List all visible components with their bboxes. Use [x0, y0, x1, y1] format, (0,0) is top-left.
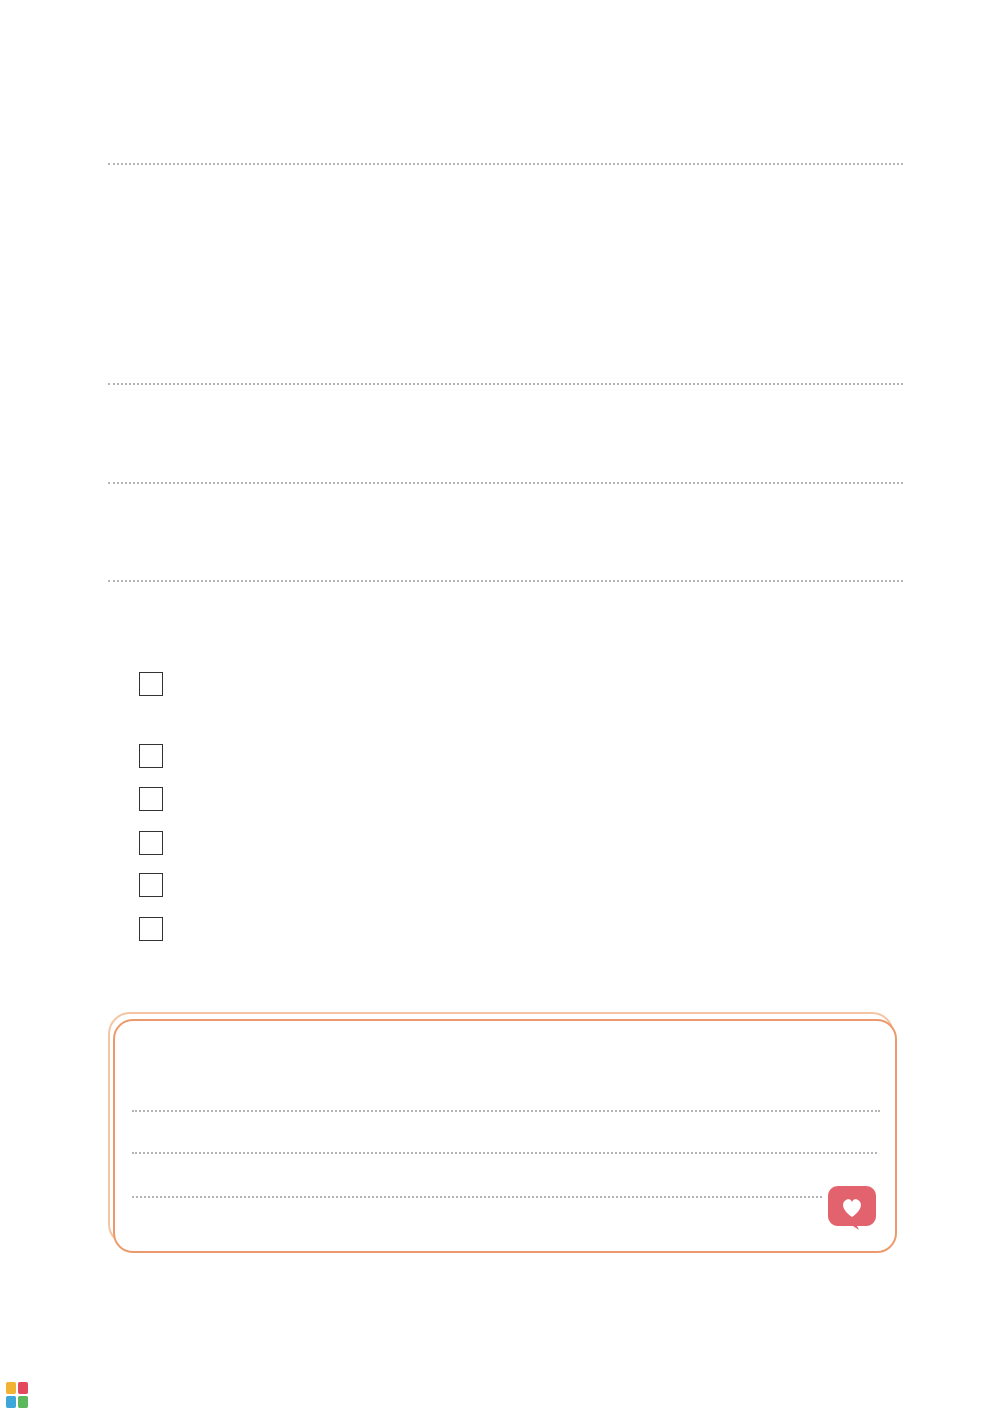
decorative-border-right: [938, 0, 998, 1413]
answer-line-q4[interactable]: [108, 163, 903, 165]
true-false-checkbox-4[interactable]: [139, 831, 163, 855]
decorative-border-bottom: [0, 1353, 1000, 1413]
reflection-line-2[interactable]: [132, 1152, 877, 1154]
decorative-border-left: [0, 0, 60, 1413]
true-false-checkbox-5[interactable]: [139, 873, 163, 897]
decorative-border-top: [0, 0, 1000, 60]
answer-line-q6[interactable]: [108, 383, 903, 385]
heart-button[interactable]: [828, 1186, 876, 1226]
liveworksheets-logo: [6, 1380, 38, 1410]
reflection-box: [113, 1019, 897, 1253]
liveworksheets-logo-icon: [6, 1382, 28, 1408]
reflection-line-1[interactable]: [132, 1110, 880, 1112]
reflection-line-3[interactable]: [132, 1196, 822, 1198]
true-false-checkbox-6[interactable]: [139, 917, 163, 941]
true-false-checkbox-3[interactable]: [139, 787, 163, 811]
answer-line-q7[interactable]: [108, 482, 903, 484]
true-false-checkbox-2[interactable]: [139, 744, 163, 768]
true-false-checkbox-1[interactable]: [139, 672, 163, 696]
answer-line-q8[interactable]: [108, 580, 903, 582]
heart-icon: [828, 1186, 876, 1234]
